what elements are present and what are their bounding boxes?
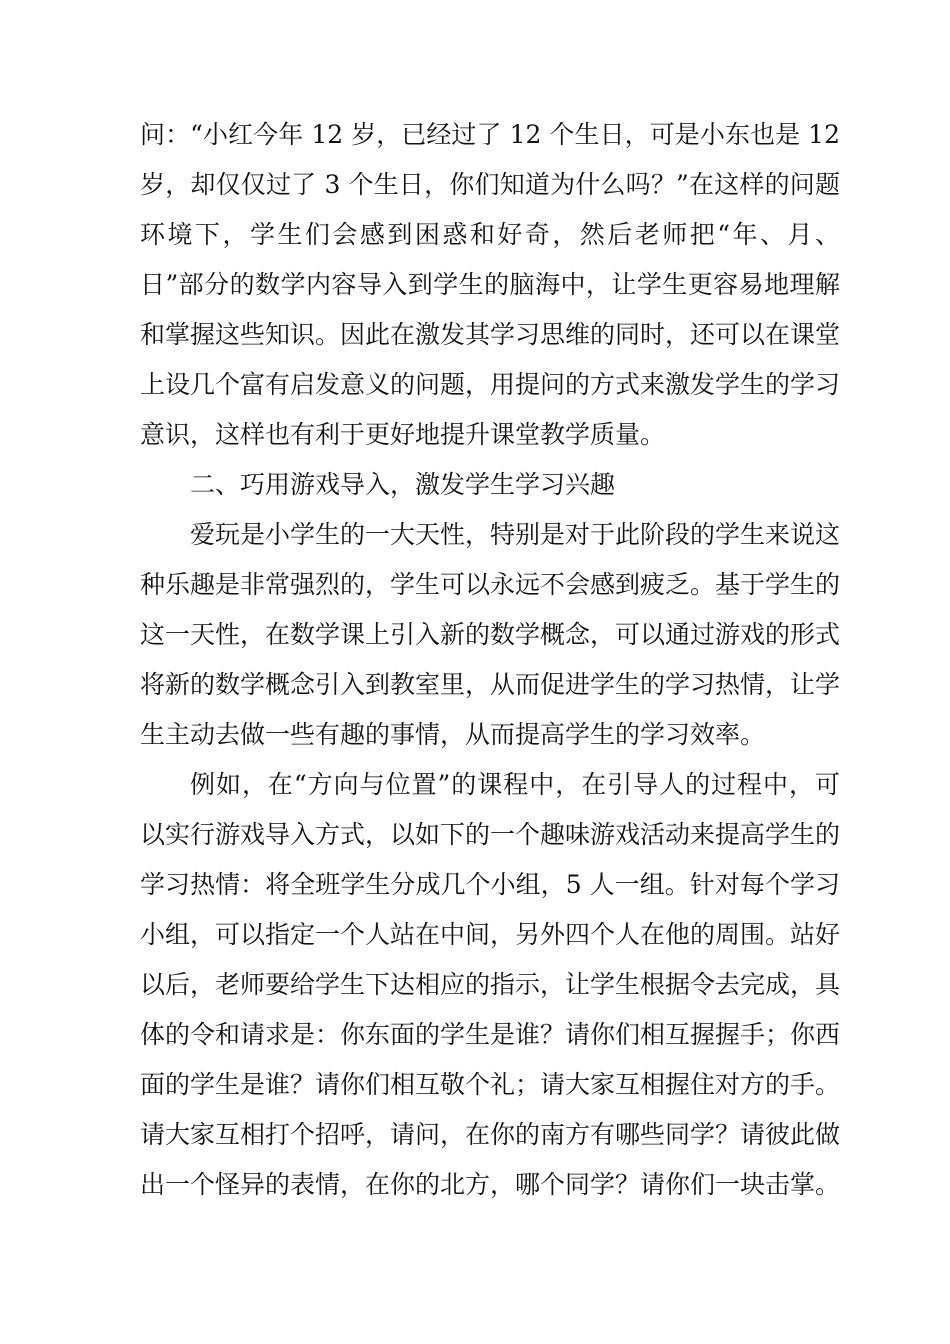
text-line: 以实行游戏导入方式，以如下的一个趣味游戏活动来提高学生的 (140, 820, 841, 849)
text-line: 问：“小红今年 12 岁，已经过了 12 个生日，可是小东也是 12 (140, 120, 840, 149)
text-line: 例如，在“方向与位置”的课程中，在引导人的过程中，可 (190, 770, 840, 799)
text-line: 种乐趣是非常强烈的，学生可以永远不会感到疲乏。基于学生的 (140, 570, 841, 599)
text-line: 请大家互相打个招呼，请问，在你的南方有哪些同学？请彼此做 (140, 1120, 841, 1149)
section-heading: 二、巧用游戏导入，激发学生学习兴趣 (190, 470, 616, 499)
text-line: 小组，可以指定一个人站在中间，另外四个人在他的周围。站好 (140, 920, 841, 949)
text-line: 体的令和请求是：你东面的学生是谁？请你们相互握握手；你西 (140, 1020, 841, 1049)
text-line: 日”部分的数学内容导入到学生的脑海中，让学生更容易地理解 (140, 270, 840, 299)
text-line: 环境下，学生们会感到困惑和好奇，然后老师把“年、月、 (140, 220, 840, 249)
text-line: 这一天性，在数学课上引入新的数学概念，可以通过游戏的形式 (140, 620, 841, 649)
text-line: 爱玩是小学生的一大天性，特别是对于此阶段的学生来说这 (190, 520, 841, 549)
text-line: 岁，却仅仅过了 3 个生日，你们知道为什么吗？”在这样的问题 (140, 170, 840, 199)
text-line: 生主动去做一些有趣的事情，从而提高学生的学习效率。 (140, 720, 766, 749)
text-line: 意识，这样也有利于更好地提升课堂教学质量。 (140, 420, 666, 449)
text-line: 上设几个富有启发意义的问题，用提问的方式来激发学生的学习 (140, 370, 841, 399)
text-line: 将新的数学概念引入到教室里，从而促进学生的学习热情，让学 (140, 670, 841, 699)
text-line: 以后，老师要给学生下达相应的指示，让学生根据令去完成，具 (140, 970, 841, 999)
text-line: 和掌握这些知识。因此在激发其学习思维的同时，还可以在课堂 (140, 320, 841, 349)
text-line: 学习热情：将全班学生分成几个小组，5 人一组。针对每个学习 (140, 870, 840, 899)
text-line: 面的学生是谁？请你们相互敬个礼；请大家互相握住对方的手。 (140, 1070, 841, 1099)
text-line: 出一个怪异的表情，在你的北方，哪个同学？请你们一块击掌。 (140, 1170, 841, 1199)
